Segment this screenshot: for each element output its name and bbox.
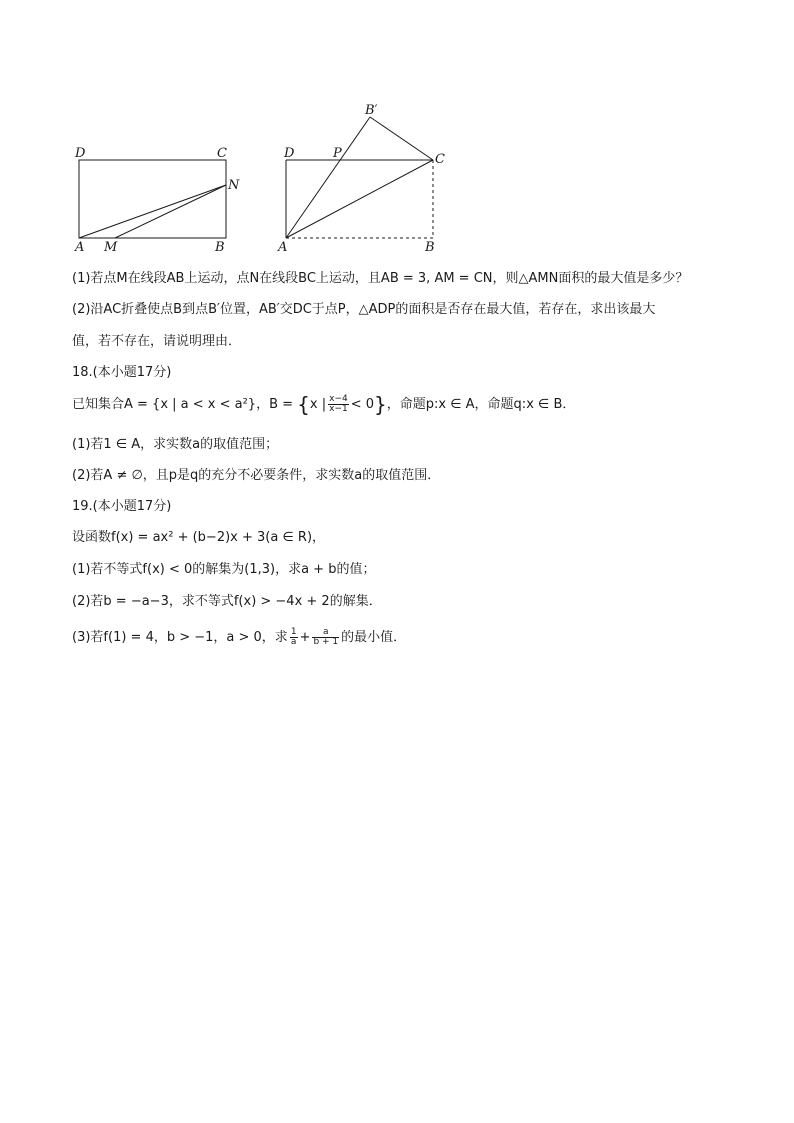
label-left-m: M bbox=[104, 240, 118, 255]
geometry-figures bbox=[70, 100, 460, 260]
right-figure bbox=[277, 103, 445, 255]
q18-stem bbox=[72, 392, 576, 417]
q19-frac1-num: 1 bbox=[290, 627, 297, 637]
brace-close: } bbox=[374, 392, 387, 417]
label-left-b: B bbox=[215, 240, 225, 255]
segment-mn bbox=[115, 185, 226, 238]
label-left-a: A bbox=[75, 240, 85, 255]
q19-fraction-2 bbox=[312, 628, 339, 647]
label-left-d: D bbox=[75, 146, 86, 161]
label-right-b: B bbox=[425, 240, 435, 255]
rectangle-abcd bbox=[79, 160, 226, 238]
q18-fraction bbox=[328, 395, 349, 414]
brace-open: { bbox=[297, 392, 310, 417]
q18-part2: (2)若A ≠ ∅，且p是q的充分不必要条件，求实数a的取值范围． bbox=[72, 468, 441, 483]
q18-frac-num: x−4 bbox=[329, 394, 348, 404]
q19-part1: (1)若不等式f(x) < 0的解集为(1,3)，求a + b的值； bbox=[72, 562, 376, 577]
label-right-c: C bbox=[435, 152, 445, 167]
q19-frac2-den: b + 1 bbox=[313, 637, 339, 647]
q18-header: 18.(本小题17分) bbox=[72, 365, 172, 380]
q18-stem-a: 已知集合A = {x | a < x < a²}，B = bbox=[72, 397, 298, 412]
q17-part2-line1: (2)沿AC折叠使点B到点B′位置，AB′交DC于点P，△ADP的面积是否存在最大值，若存在，求出该最大 bbox=[72, 302, 656, 317]
q19-part3 bbox=[72, 628, 406, 647]
label-left-c: C bbox=[217, 146, 227, 161]
q19-stem: 设函数f(x) = ax² + (b−2)x + 3(a ∈ R)， bbox=[72, 530, 326, 545]
segment-b-prime-c bbox=[370, 117, 433, 160]
q19-header: 19.(本小题17分) bbox=[72, 499, 172, 514]
segment-ab-prime bbox=[286, 117, 370, 238]
q19-part3-prefix: (3)若f(1) = 4，b > −1，a > 0，求 bbox=[72, 630, 288, 645]
q18-set-b-prefix: x | bbox=[309, 397, 327, 412]
label-right-b-prime: B′ bbox=[365, 103, 378, 118]
q17-part2-line2: 值，若不存在，请说明理由． bbox=[72, 334, 242, 349]
q19-part2: (2)若b = −a−3，求不等式f(x) > −4x + 2的解集． bbox=[72, 594, 382, 609]
q19-fraction-1 bbox=[290, 628, 298, 647]
q18-part1: (1)若1 ∈ A，求实数a的取值范围； bbox=[72, 437, 279, 452]
q18-set-b-suffix: < 0 bbox=[350, 397, 375, 412]
label-right-d: D bbox=[284, 146, 295, 161]
q19-frac2-num: a bbox=[312, 628, 339, 638]
left-figure bbox=[74, 146, 240, 255]
segment-ac bbox=[286, 160, 433, 238]
segment-an bbox=[79, 185, 226, 238]
q17-part1: (1)若点M在线段AB上运动，点N在线段BC上运动，且AB = 3, AM = CN，则△AMN面积的最大值是多少？ bbox=[72, 271, 689, 286]
q19-frac1-den: a bbox=[290, 637, 297, 647]
label-right-p: P bbox=[333, 146, 342, 161]
label-left-n: N bbox=[228, 178, 240, 193]
q19-part3-suffix: 的最小值． bbox=[341, 630, 407, 645]
q19-plus: + bbox=[299, 630, 311, 645]
label-right-a: A bbox=[278, 240, 288, 255]
q18-frac-den: x−1 bbox=[329, 404, 348, 414]
q18-stem-b: ，命题p:x ∈ A，命题q:x ∈ B． bbox=[386, 397, 576, 412]
